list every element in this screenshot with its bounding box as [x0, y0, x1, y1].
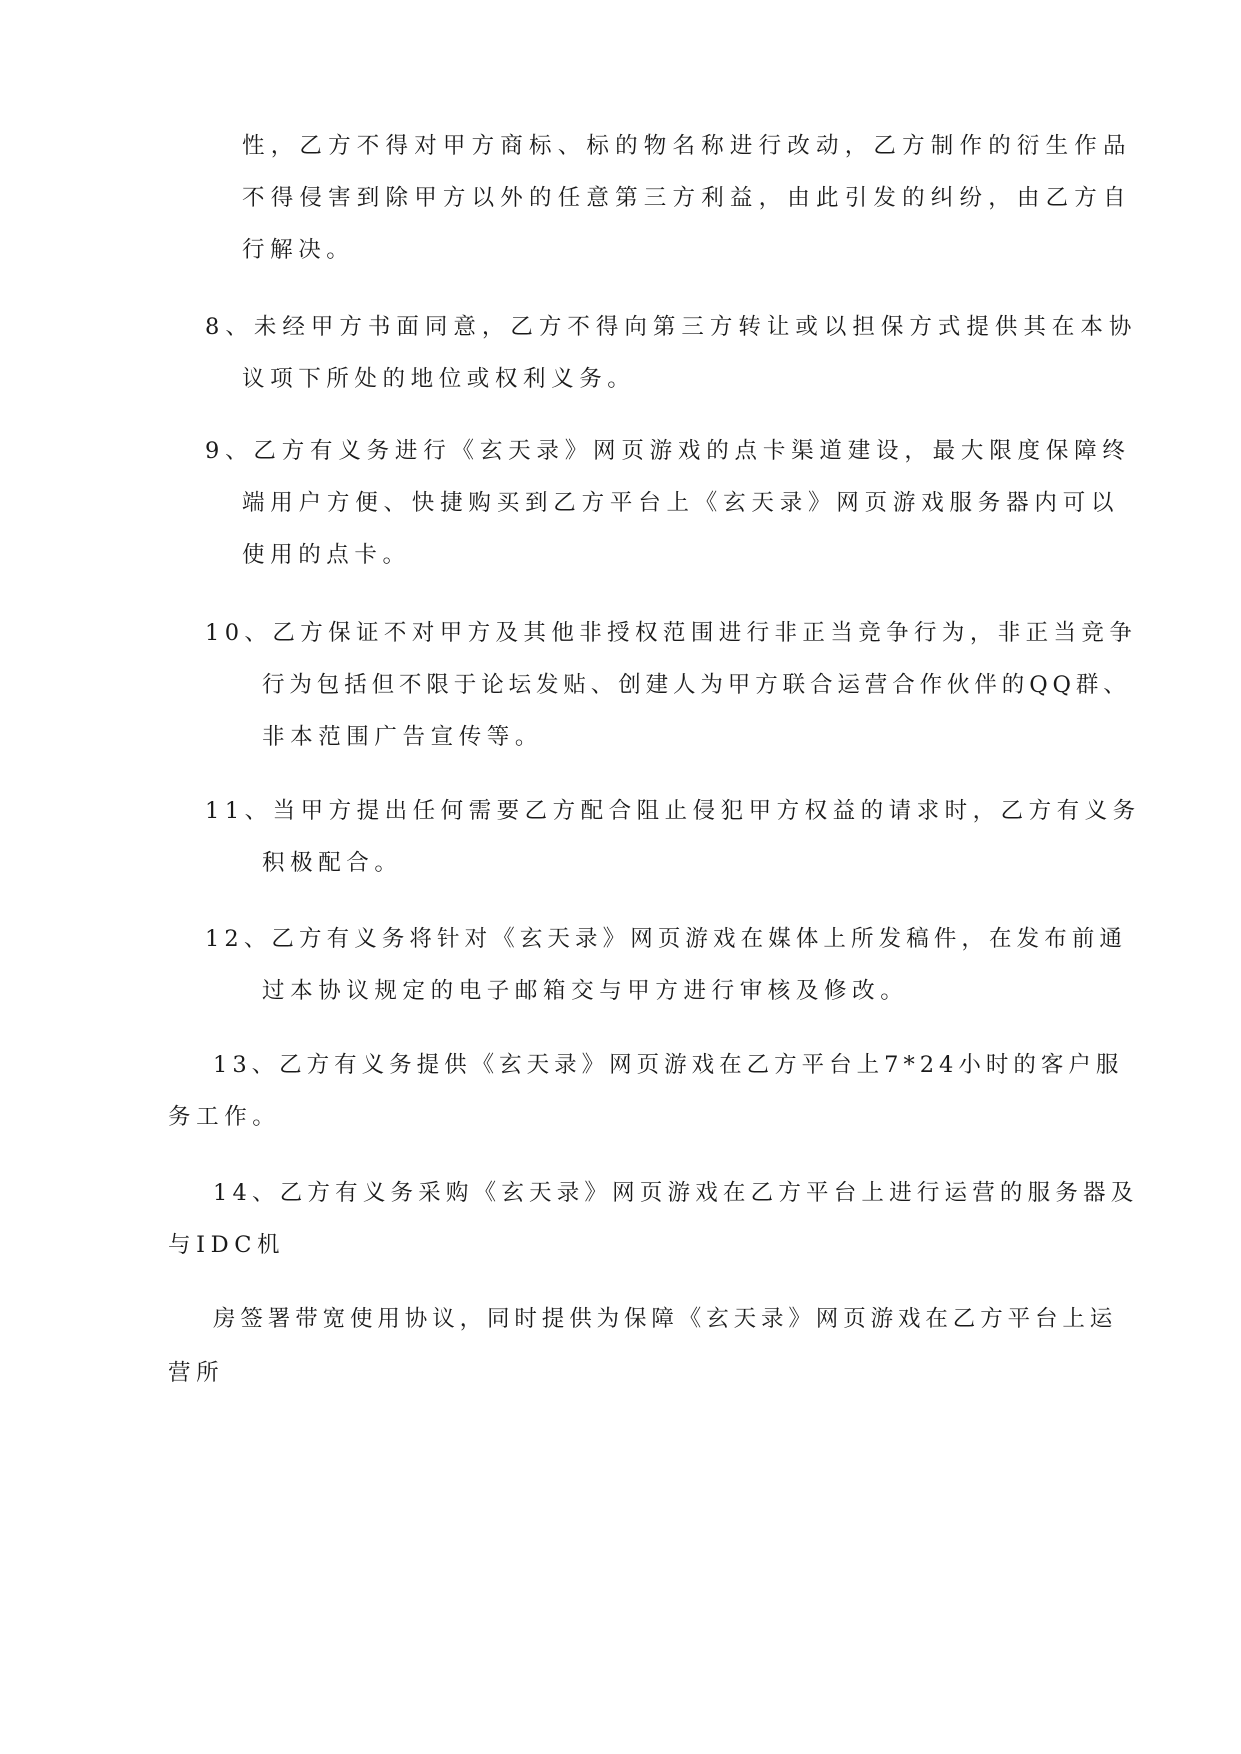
text-line: 9、乙方有义务进行《玄天录》网页游戏的点卡渠道建设，最大限度保障终 — [205, 438, 1131, 464]
text-line: 行解决。 — [242, 237, 355, 263]
text-line: 14、乙方有义务采购《玄天录》网页游戏在乙方平台上进行运营的服务器及 — [213, 1180, 1139, 1206]
text-line: 12、乙方有义务将针对《玄天录》网页游戏在媒体上所发稿件，在发布前通 — [205, 926, 1128, 952]
text-line: 积极配合。 — [262, 850, 403, 876]
text-line: 房签署带宽使用协议，同时提供为保障《玄天录》网页游戏在乙方平台上运 — [213, 1306, 1118, 1332]
text-line: 10、乙方保证不对甲方及其他非授权范围进行非正当竞争行为，非正当竞争 — [205, 620, 1138, 646]
text-line: 11、当甲方提出任何需要乙方配合阻止侵犯甲方权益的请求时，乙方有义务 — [205, 798, 1141, 824]
text-line: 行为包括但不限于论坛发贴、创建人为甲方联合运营合作伙伴的QQ群、 — [262, 672, 1131, 698]
text-line: 营所 — [168, 1360, 225, 1386]
text-line: 8、未经甲方书面同意，乙方不得向第三方转让或以担保方式提供其在本协 — [205, 314, 1138, 340]
text-line: 议项下所处的地位或权利义务。 — [242, 366, 636, 392]
text-line: 使用的点卡。 — [242, 542, 411, 568]
text-line: 性，乙方不得对甲方商标、标的物名称进行改动，乙方制作的衍生作品 — [242, 133, 1132, 159]
text-line: 端用户方便、快捷购买到乙方平台上《玄天录》网页游戏服务器内可以 — [242, 490, 1120, 516]
text-line: 务工作。 — [168, 1104, 281, 1130]
text-line: 13、乙方有义务提供《玄天录》网页游戏在乙方平台上7*24小时的客户服 — [213, 1052, 1124, 1078]
text-line: 过本协议规定的电子邮箱交与甲方进行审核及修改。 — [262, 978, 909, 1004]
text-line: 非本范围广告宣传等。 — [262, 724, 544, 750]
text-line: 不得侵害到除甲方以外的任意第三方利益，由此引发的纠纷，由乙方自 — [242, 185, 1132, 211]
text-line: 与IDC机 — [168, 1232, 286, 1258]
